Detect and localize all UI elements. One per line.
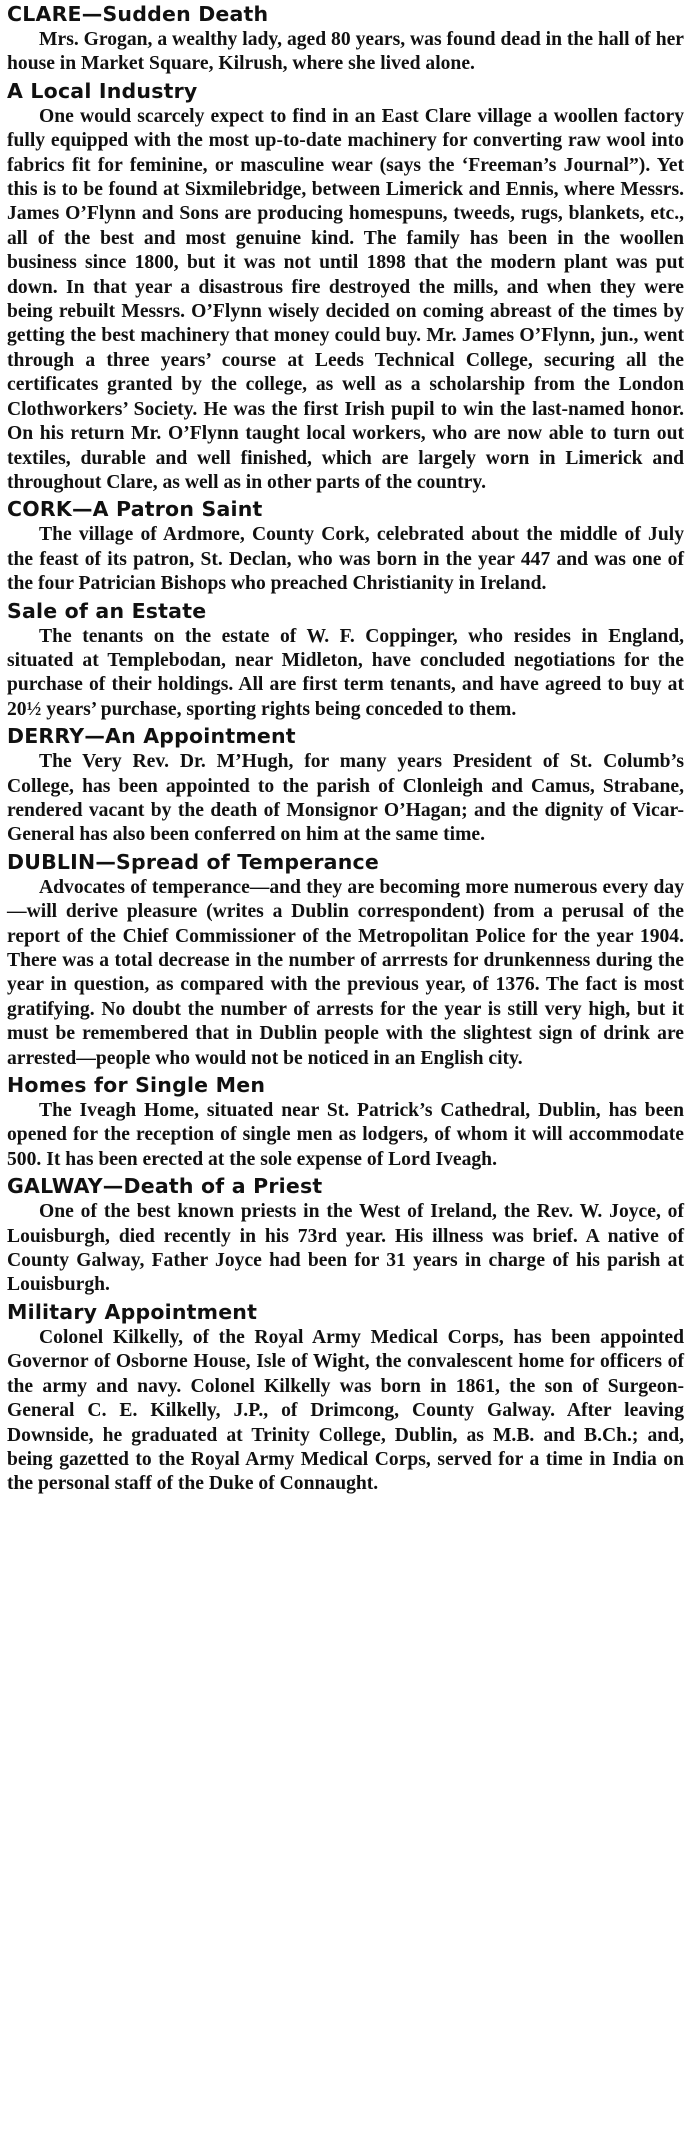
article-military-appointment xyxy=(7,1298,684,1497)
article-local-industry xyxy=(7,77,684,496)
headline: CLARE—Sudden Death xyxy=(7,2,269,26)
paragraph: Colonel Kilkelly, of the Royal Army Medical Corps, has been appointed Governor of Osborne House, Isle of Wight, the convalescent home for officers of the army and navy. Colonel Kilkelly was born in 1861, the son of Surgeon-General C. E. Kilkelly, J.P., of Drimcong, County Galway. After leaving Downside, he graduated at Trinity College, Dublin, as M.B. and B.Ch.; and, being gazetted to the Royal Army Medical Corps, served for a time in India on the personal staff of the Duke of Connaught. xyxy=(7,1326,684,1495)
paragraph: One of the best known priests in the West of Ireland, the Rev. W. Joyce, of Louisburgh, died recently in his 73rd year. His illness was brief. A native of County Galway, Father Joyce had been for 31 years in charge of his parish at Louisburgh. xyxy=(7,1201,684,1296)
paragraph: Advocates of temperance—and they are becoming more numerous every day—will derive pleasure (writes a Dublin correspondent) from a perusal of the report of the Chief Commissioner of the Metropolitan Police for the year 1904. There was a total decrease in the number of arrrests for drunkenness during the year in question, as compared with the previous year, of 1376. The fact is most gratifying. No doubt the number of arrests for the year is still very high, but it must be remembered that in Dublin people with the slightest sign of drink are arrested—people who would not be noticed in an English city. xyxy=(7,876,684,1069)
paragraph: One would scarcely expect to find in an East Clare village a woollen factory fully equipped with the most up-to-date machinery for converting raw wool into fabrics fit for feminine, or masculine wear (says the ‘Freeman’s Journal”). Yet this is to be found at Sixmilebridge, between Limerick and Ennis, where Messrs. James O’Flynn and Sons are producing homespuns, tweeds, rugs, blankets, etc., all of the best and most genuine kind. The family has been in the woollen business since 1800, but it was not until 1898 that the modern plant was put down. In that year a disastrous fire destroyed the mills, and when they were being rebuilt Messrs. O’Flynn wisely decided on coming abreast of the times by getting the best machinery that money could buy. Mr. James O’Flynn, jun., went through a three years’ course at Leeds Technical College, securing all the certificates granted by the college, as well as a scholarship from the London Clothworkers’ Society. He was the first Irish pupil to win the last-named honor. On his return Mr. O’Flynn taught local workers, who are now able to turn out textiles, durable and well finished, which are largely worn in Limerick and throughout Clare, as well as in other parts of the country. xyxy=(7,105,684,493)
headline: GALWAY—Death of a Priest xyxy=(7,1174,323,1199)
paragraph: The Very Rev. Dr. M’Hugh, for many years President of St. Columb’s College, has been appointed to the parish of Clonleigh and Camus, Strabane, rendered vacant by the death of Monsignor O’Hagan; and the dignity of Vicar-General has also been conferred on him at the same time. xyxy=(7,751,684,846)
headline: CORK—A Patron Saint xyxy=(7,497,263,522)
article-dublin-temperance xyxy=(7,848,684,1071)
article-homes-single-men xyxy=(7,1071,684,1172)
headline: DUBLIN—Spread of Temperance xyxy=(7,849,379,874)
article-body xyxy=(7,876,684,1071)
article-cork-patron-saint xyxy=(7,495,684,596)
paragraph: The tenants on the estate of W. F. Coppinger, who resides in England, situated at Templebodan, near Midleton, have concluded negotiations for the purchase of their holdings. All are first term tenants, and have agreed to buy at 20½ years’ purchase, sporting rights being conceded to them. xyxy=(7,625,684,720)
article-body xyxy=(7,1200,684,1298)
article-clare-sudden-death xyxy=(7,0,684,77)
article-derry-appointment xyxy=(7,722,684,848)
headline: Military Appointment xyxy=(7,1299,258,1324)
paragraph: Mrs. Grogan, a wealthy lady, aged 80 years, was found dead in the hall of her house in Market Square, Kilrush, where she lived alone. xyxy=(7,29,684,75)
headline: Homes for Single Men xyxy=(7,1073,266,1098)
paragraph: The Iveagh Home, situated near St. Patrick’s Cathedral, Dublin, has been opened for the reception of single men as lodgers, of whom it will accommodate 500. It has been erected at the sole expense of Lord Iveagh. xyxy=(7,1100,684,1170)
article-body xyxy=(7,1326,684,1497)
article-sale-of-estate xyxy=(7,597,684,723)
article-body xyxy=(7,523,684,596)
headline: A Local Industry xyxy=(7,78,198,103)
article-body xyxy=(7,625,684,723)
headline: Sale of an Estate xyxy=(7,598,207,623)
headline: DERRY—An Appointment xyxy=(7,724,296,749)
article-body xyxy=(7,750,684,848)
article-body xyxy=(7,28,684,77)
article-body xyxy=(7,105,684,496)
article-body xyxy=(7,1099,684,1172)
article-galway-death-priest xyxy=(7,1172,684,1298)
paragraph: The village of Ardmore, County Cork, celebrated about the middle of July the feast of its patron, St. Declan, who was born in the year 447 and was one of the four Patrician Bishops who preached Christianity in Ireland. xyxy=(7,524,684,595)
